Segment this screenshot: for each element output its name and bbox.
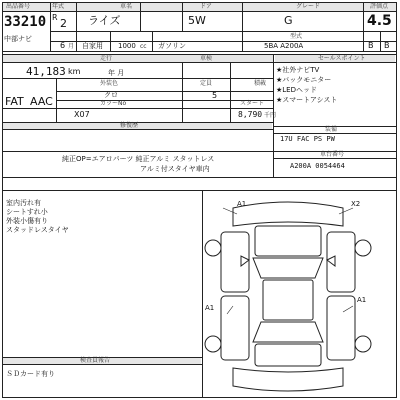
grade-label: グレード bbox=[296, 3, 321, 10]
inspection-label: 車検 bbox=[200, 55, 213, 62]
options-line-2: アルミ付スタイヤ車内 bbox=[140, 165, 210, 173]
grade-value: G bbox=[284, 14, 293, 27]
feature-item: ★バックモニター bbox=[276, 76, 332, 84]
color-value: クロ bbox=[104, 91, 118, 99]
row-line bbox=[56, 91, 273, 92]
history-label: 修復歴 bbox=[120, 122, 139, 129]
note-item: スタッドレスタイヤ bbox=[6, 226, 69, 234]
month-unit: 月 bbox=[68, 43, 75, 50]
feature-item: ★社外ナビTV bbox=[276, 66, 320, 74]
col-line bbox=[380, 31, 381, 51]
col-line bbox=[110, 31, 111, 51]
door-label: ドア bbox=[200, 3, 212, 10]
row-line bbox=[2, 51, 397, 52]
row-line bbox=[2, 364, 202, 365]
score-label: 評価点 bbox=[370, 3, 389, 10]
border-bottom bbox=[2, 397, 397, 398]
color-code: X07 bbox=[74, 110, 90, 119]
options-line-1: 純正OP=エアロパーツ 純正アルミ スタットレス bbox=[62, 155, 215, 163]
chassis-label: 車台番号 bbox=[320, 151, 345, 158]
shift-value: FAT bbox=[5, 95, 24, 108]
year-label: 年式 bbox=[52, 3, 65, 10]
capacity-value: 5 bbox=[212, 91, 218, 100]
score-value: 4.5 bbox=[367, 13, 392, 29]
col-line bbox=[273, 54, 274, 151]
fuel-label: ガソリン bbox=[158, 42, 186, 50]
year-value: 2 bbox=[60, 17, 67, 30]
section-band bbox=[3, 55, 273, 62]
row-line bbox=[2, 62, 397, 63]
feature-item: ★スマートアシスト bbox=[276, 96, 338, 104]
row-line bbox=[2, 190, 397, 191]
exterior-score: B bbox=[384, 41, 390, 50]
col-line bbox=[50, 2, 51, 51]
col-line bbox=[182, 2, 183, 32]
remarks-text: ＳＤカード有り bbox=[6, 370, 55, 378]
color-label: 外装色 bbox=[100, 80, 119, 87]
load-label: 積載 bbox=[254, 80, 267, 87]
col-line bbox=[273, 151, 274, 177]
row-line bbox=[50, 31, 397, 32]
row-line bbox=[2, 78, 273, 79]
model-label: 車名 bbox=[120, 3, 133, 10]
prefecture-label: 中部ナビ bbox=[4, 35, 32, 43]
mileage-unit: km bbox=[68, 67, 81, 76]
mileage-value: 41,183 bbox=[26, 65, 66, 78]
features-title: セールスポイント bbox=[318, 55, 366, 62]
damage-label: A1 bbox=[237, 200, 247, 208]
model-code-label: 型式 bbox=[290, 33, 303, 40]
cc-value: 1000 bbox=[118, 42, 136, 50]
year-era: R bbox=[52, 13, 58, 22]
damage-label: X2 bbox=[351, 200, 361, 208]
lot-number: 33210 bbox=[4, 14, 47, 30]
row-line bbox=[2, 129, 273, 130]
interior-score: B bbox=[368, 41, 374, 50]
model-name: ライズ bbox=[88, 14, 121, 27]
row-line bbox=[273, 133, 397, 134]
row-line bbox=[273, 158, 397, 159]
remarks-label: 検査員報告 bbox=[80, 357, 111, 364]
model-code: 5BA A200A bbox=[264, 42, 304, 50]
lot-label: 出品番号 bbox=[6, 3, 31, 10]
col-line bbox=[363, 2, 364, 51]
month-value: 6 bbox=[60, 41, 66, 50]
price-unit: 千円 bbox=[264, 112, 277, 119]
col-line bbox=[230, 62, 231, 122]
inspection-unit: 年 月 bbox=[108, 69, 125, 77]
note-item: 室内汚れ有 bbox=[6, 199, 41, 207]
feature-item: ★LEDヘッド bbox=[276, 86, 317, 94]
col-line bbox=[182, 62, 183, 122]
col-line bbox=[152, 31, 153, 51]
equip-label: 装備 bbox=[325, 126, 338, 133]
use-label: 自家用 bbox=[82, 42, 103, 50]
capacity-label: 定員 bbox=[200, 80, 213, 87]
equip-value: 17U FAC PS PW bbox=[280, 135, 335, 143]
col-line bbox=[242, 2, 243, 51]
row-line bbox=[2, 11, 397, 12]
note-item: シートすれ小 bbox=[6, 208, 48, 216]
color-code-label: カラーNo bbox=[100, 100, 127, 107]
price-value: 8,790 bbox=[238, 110, 263, 119]
damage-label: A1 bbox=[357, 296, 367, 304]
mileage-label: 走行 bbox=[100, 55, 113, 62]
car-damage-diagram bbox=[203, 196, 373, 396]
col-line bbox=[56, 78, 57, 122]
col-line bbox=[140, 2, 141, 32]
price-label: スタート bbox=[240, 100, 265, 107]
row-line bbox=[2, 177, 397, 178]
aircon-value: AAC bbox=[30, 95, 53, 108]
cc-unit: cc bbox=[140, 43, 147, 50]
col-line bbox=[76, 2, 77, 51]
damage-label: A1 bbox=[205, 304, 215, 312]
note-item: 外装小傷有り bbox=[6, 217, 48, 225]
row-line bbox=[2, 108, 273, 109]
chassis-value: A200A 0054464 bbox=[290, 162, 345, 170]
door-value: 5W bbox=[188, 14, 206, 27]
